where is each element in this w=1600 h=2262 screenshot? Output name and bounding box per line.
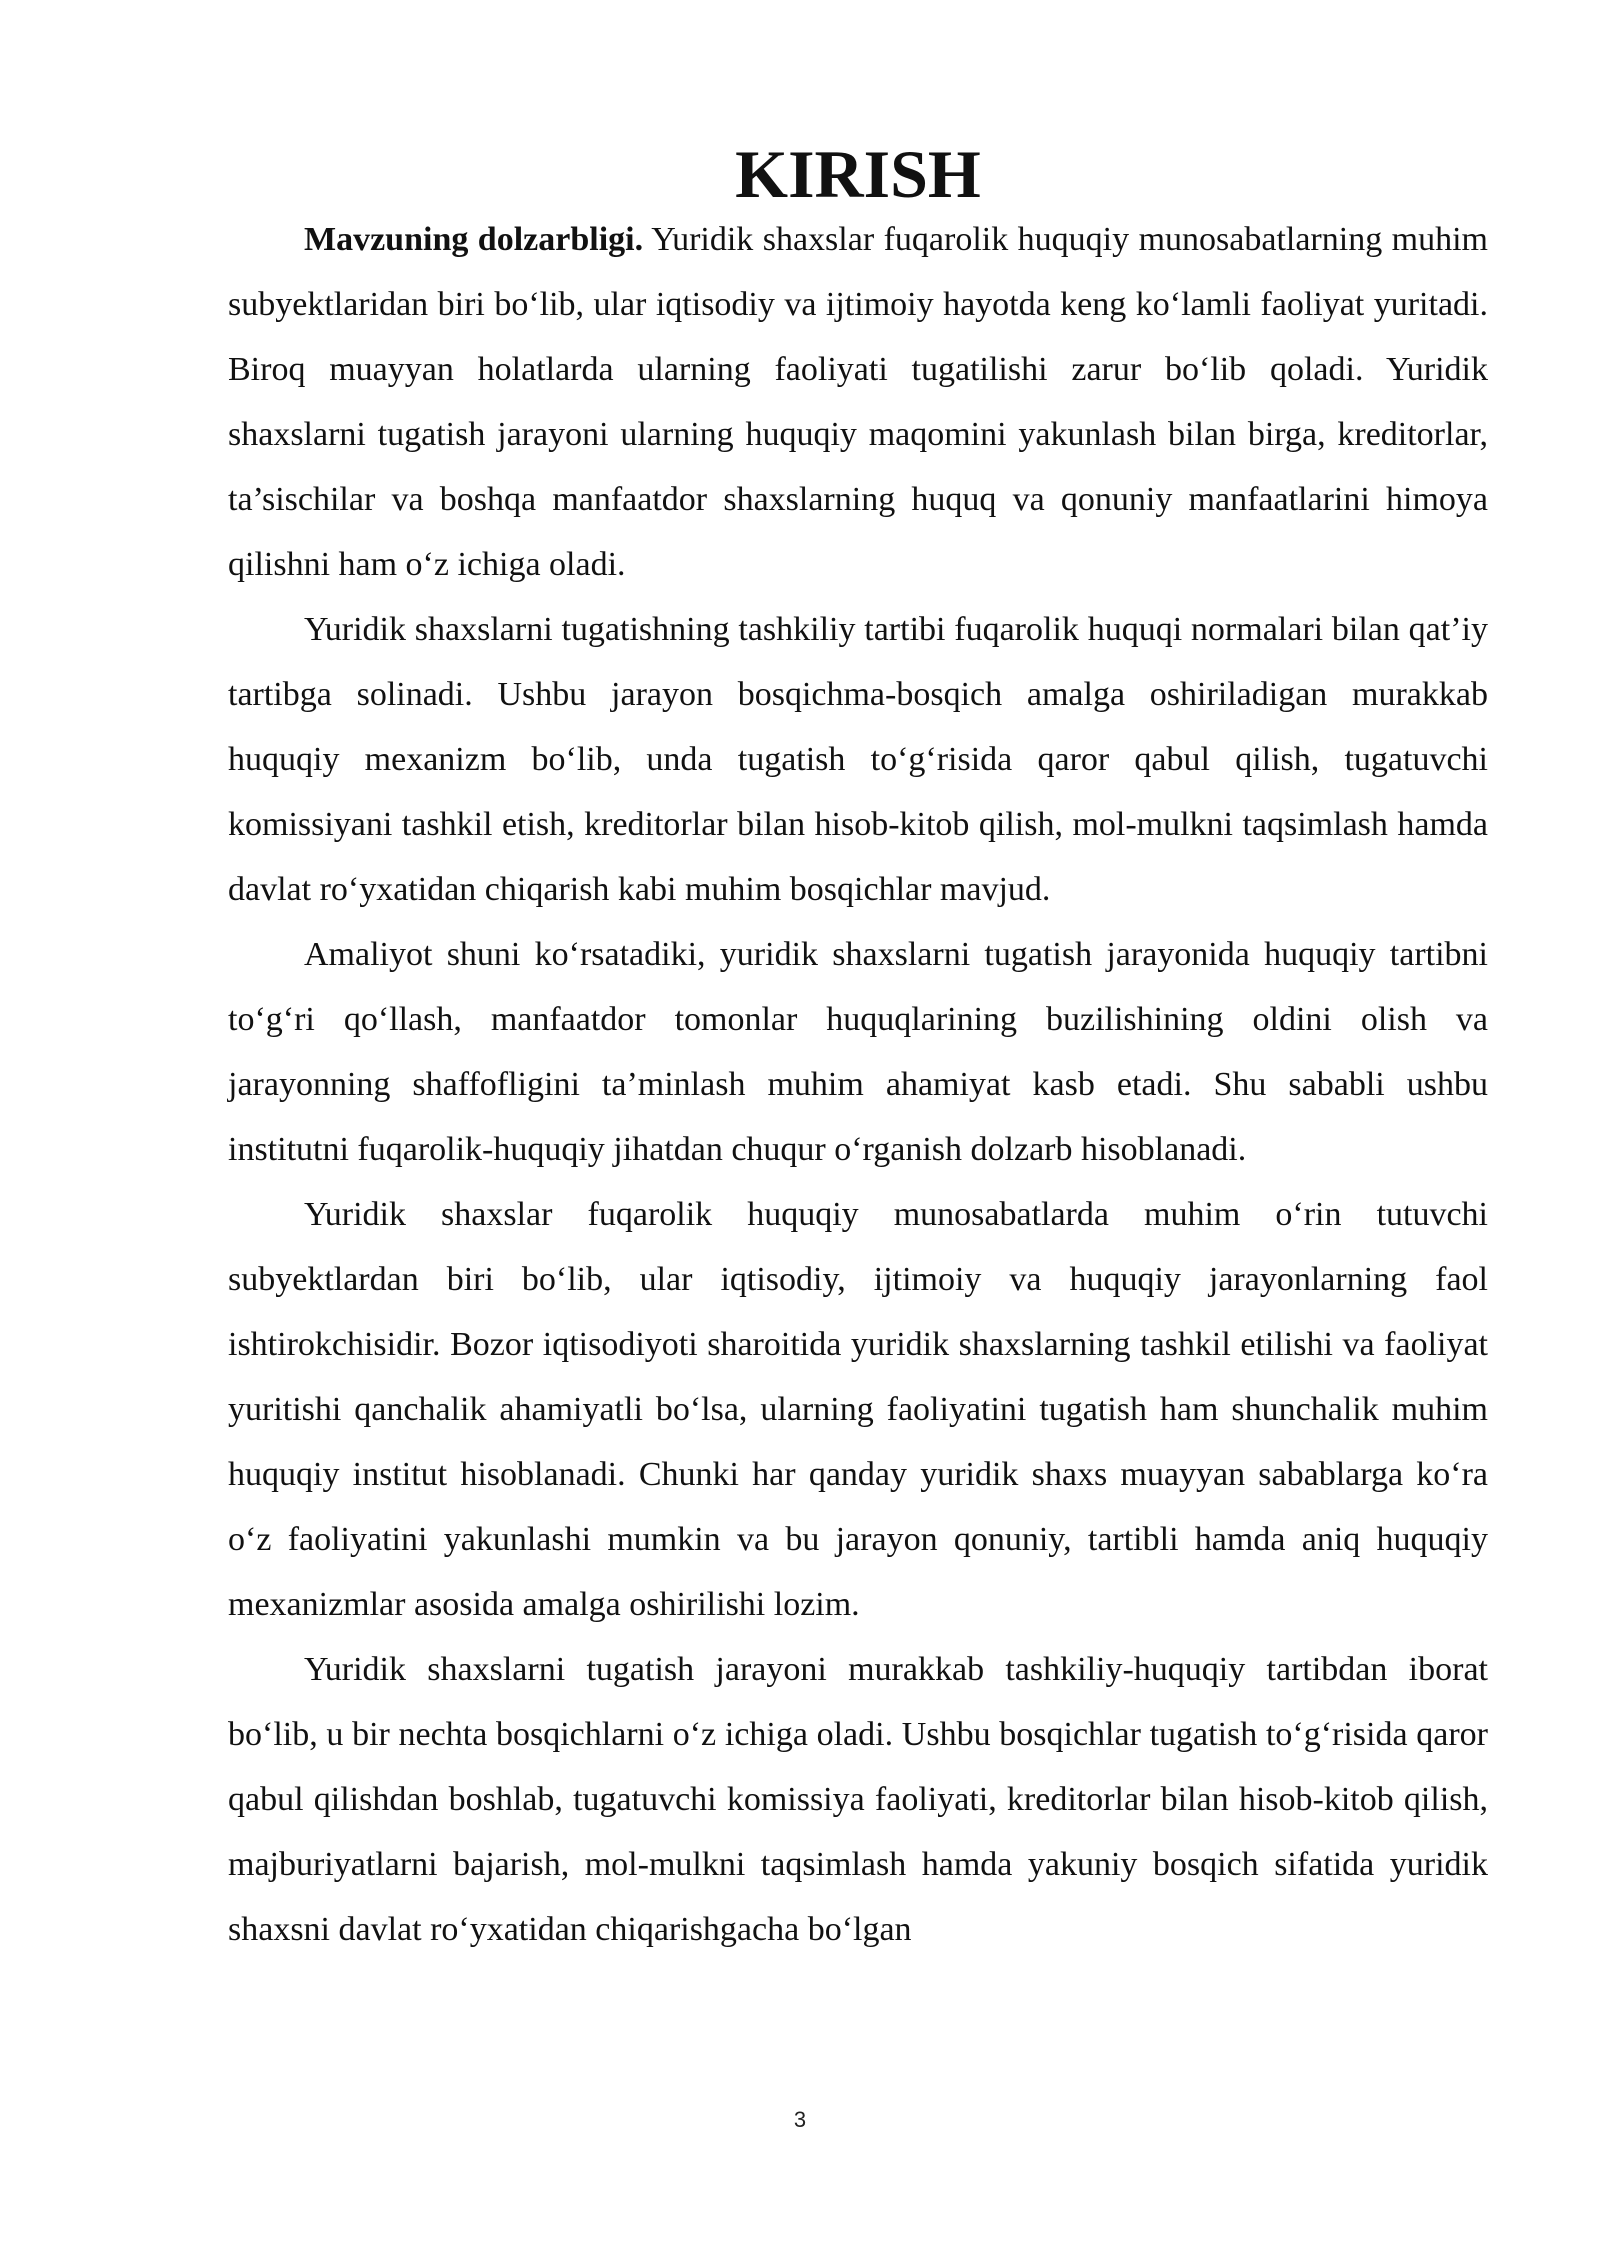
page-title: KIRISH — [735, 136, 981, 212]
page-number: 3 — [793, 2107, 807, 2132]
page-body — [228, 136, 1488, 1962]
paragraph-text: Amaliyot shuni ko‘rsatadiki, yuridik shaxslarni tugatish jarayonida huquqiy tartibni to‘g‘ri qo‘llash, manfaatdor tomonlar huquqlarining buzilishining oldini olish va jarayonning shaffofligini ta’minlash muhim ahamiyat kasb etadi. Shu sababli ushbu institutni fuqarolik-huquqiy jihatdan chuqur o‘rganish dolzarb hisoblanadi. — [228, 936, 1488, 1168]
paragraph — [228, 597, 1488, 922]
paragraph — [228, 1637, 1488, 1962]
paragraph-relevance — [228, 207, 1488, 597]
paragraph — [228, 1182, 1488, 1637]
paragraph-text: Yuridik shaxslarni tugatish jarayoni murakkab tashkiliy-huquqiy tartibdan iborat bo‘lib, u bir nechta bosqichlarni o‘z ichiga oladi. Ushbu bosqichlar tugatish to‘g‘risida qaror qabul qilishdan boshlab, tugatuvchi komissiya faoliyati, kreditorlar bilan hisob-kitob qilish, majburiyatlarni bajarish, mol-mulkni taqsimlash hamda yakuniy bosqich sifatida yuridik shaxsni davlat ro‘yxatidan chiqarishgacha bo‘lgan — [228, 1651, 1488, 1948]
paragraph-text: Yuridik shaxslarni tugatishning tashkiliy tartibi fuqarolik huquqi normalari bilan qat’iy tartibga solinadi. Ushbu jarayon bosqichma-bosqich amalga oshiriladigan murakkab huquqiy mexanizm bo‘lib, unda tugatish to‘g‘risida qaror qabul qilish, tugatuvchi komissiyani tashkil etish, kreditorlar bilan hisob-kitob qilish, mol-mulkni taqsimlash hamda davlat ro‘yxatidan chiqarish kabi muhim bosqichlar mavjud. — [228, 611, 1488, 908]
paragraph-lead: Mavzuning dolzarbligi. — [304, 221, 644, 258]
paragraph-text: Yuridik shaxslar fuqarolik huquqiy munosabatlarda muhim o‘rin tutuvchi subyektlardan biri bo‘lib, ular iqtisodiy, ijtimoiy va huquqiy jarayonlarning faol ishtirokchisidir. Bozor iqtisodiyoti sharoitida yuridik shaxslarning tashkil etilishi va faoliyat yuritishi qanchalik ahamiyatli bo‘lsa, ularning faoliyatini tugatish ham shunchalik muhim huquqiy institut hisoblanadi. Chunki har qanday yuridik shaxs muayyan sabablarga ko‘ra o‘z faoliyatini yakunlashi mumkin va bu jarayon qonuniy, tartibli hamda aniq huquqiy mexanizmlar asosida amalga oshirilishi lozim. — [228, 1196, 1488, 1623]
paragraph — [228, 922, 1488, 1182]
paragraph-text: Yuridik shaxslar fuqarolik huquqiy munosabatlarning muhim subyektlaridan biri bo‘lib, ular iqtisodiy va ijtimoiy hayotda keng ko‘lamli faoliyat yuritadi. Biroq muayyan holatlarda ularning faoliyati tugatilishi zarur bo‘lib qoladi. Yuridik shaxslarni tugatish jarayoni ularning huquqiy maqomini yakunlash bilan birga, kreditorlar, ta’sischilar va boshqa manfaatdor shaxslarning huquq va qonuniy manfaatlarini himoya qilishni ham o‘z ichiga oladi. — [228, 221, 1488, 583]
